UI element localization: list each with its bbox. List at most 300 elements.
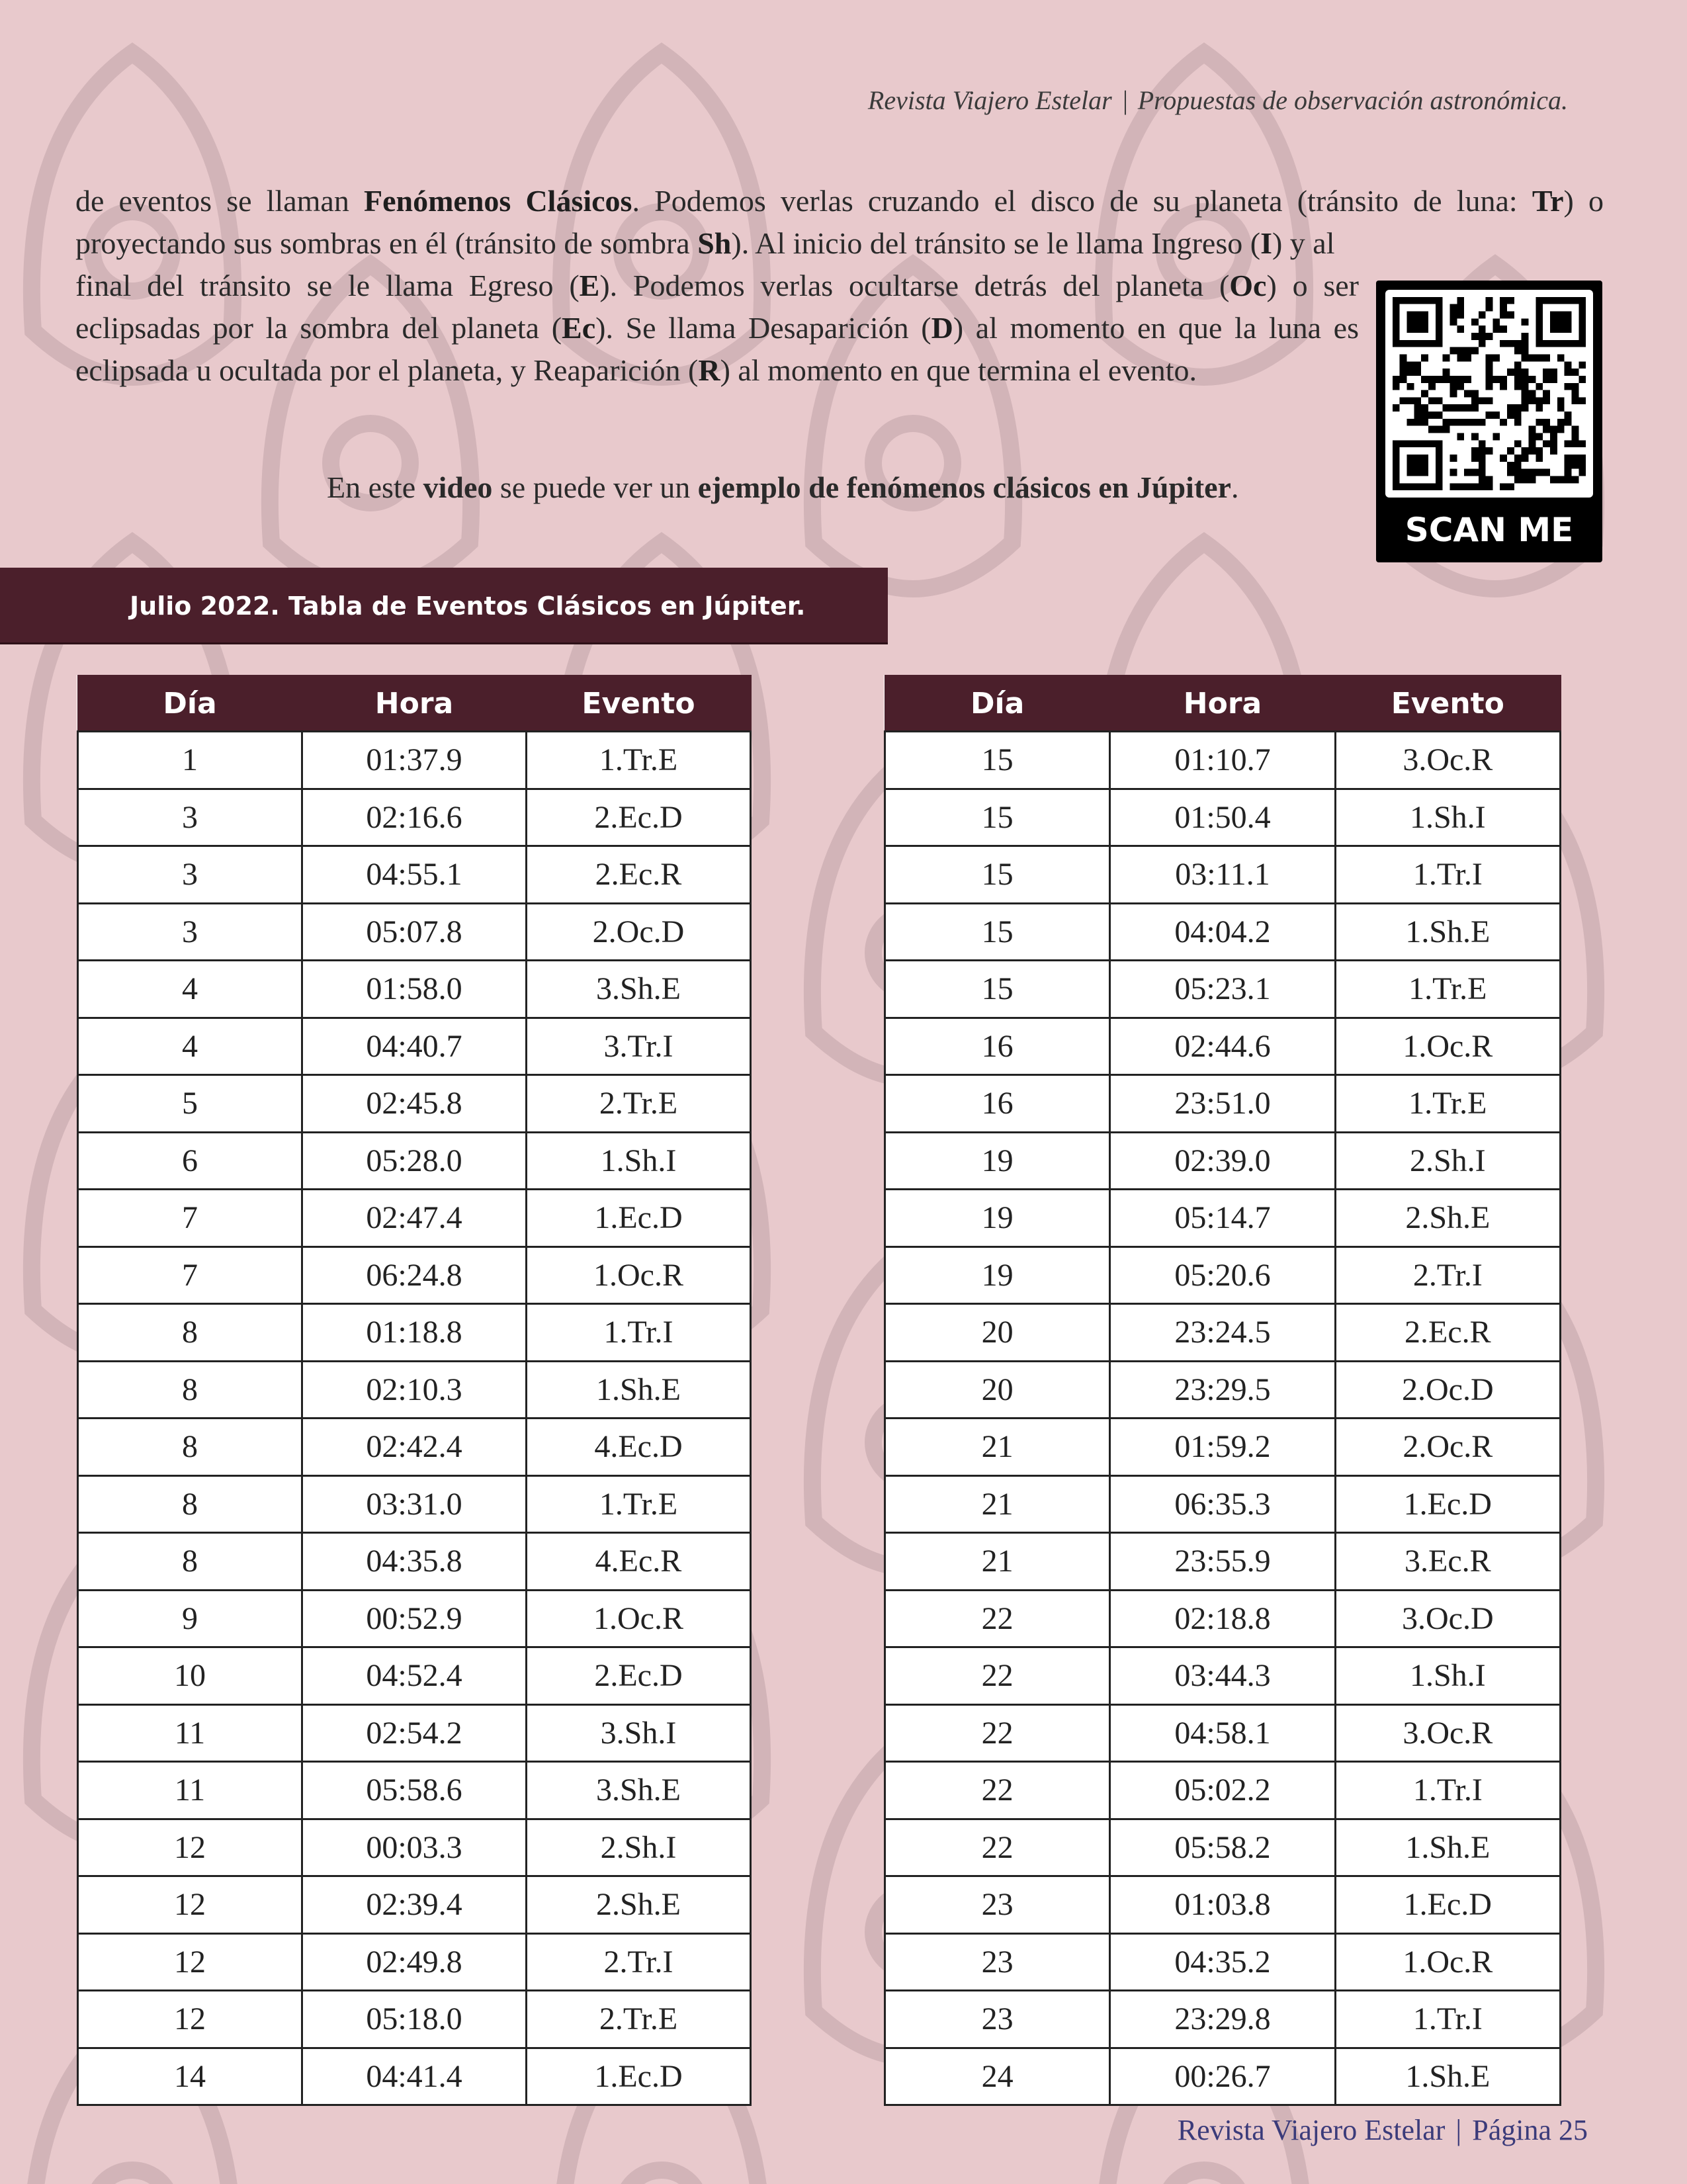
cell-hora: 05:14.7 <box>1110 1190 1335 1247</box>
qr-module <box>1565 361 1572 369</box>
cell-evento: 1.Sh.E <box>527 1361 751 1419</box>
table-row <box>885 1190 1561 1247</box>
qr-module <box>1543 469 1550 476</box>
text-run: final del tránsito se le llama Egreso ( <box>75 269 580 302</box>
cell-dia: 9 <box>78 1590 302 1647</box>
cell-hora: 23:24.5 <box>1110 1304 1335 1362</box>
column-header-dia: Día <box>78 676 302 732</box>
header-separator: | <box>1121 85 1129 115</box>
cell-hora: 01:50.4 <box>1110 789 1335 846</box>
qr-module <box>1436 412 1443 419</box>
qr-module <box>1479 333 1486 340</box>
table-row <box>78 1190 751 1247</box>
qr-module <box>1486 383 1493 390</box>
qr-module <box>1492 433 1500 441</box>
cell-dia: 7 <box>78 1190 302 1247</box>
qr-module <box>1579 440 1586 447</box>
qr-module <box>1579 462 1586 469</box>
qr-module <box>1565 419 1572 426</box>
qr-module <box>1428 383 1436 390</box>
qr-module <box>1565 462 1572 469</box>
cell-hora: 02:47.4 <box>302 1190 527 1247</box>
cell-dia: 19 <box>885 1190 1110 1247</box>
cell-evento: 1.Tr.E <box>527 1475 751 1533</box>
cell-dia: 12 <box>78 1933 302 1991</box>
qr-module <box>1414 361 1421 369</box>
qr-module <box>1449 376 1457 383</box>
cell-dia: 10 <box>78 1647 302 1705</box>
table-row <box>78 846 751 904</box>
cell-evento: 2.Sh.I <box>527 1819 751 1876</box>
cell-dia: 15 <box>885 846 1110 904</box>
events-table-right <box>884 675 1561 2106</box>
qr-module <box>1443 404 1450 412</box>
qr-module <box>1507 412 1514 419</box>
qr-module <box>1536 404 1543 412</box>
qr-module <box>1565 412 1572 419</box>
cell-hora: 04:58.1 <box>1110 1704 1335 1762</box>
cell-dia: 23 <box>885 1876 1110 1934</box>
qr-module <box>1522 333 1529 340</box>
qr-module <box>1486 304 1493 312</box>
cell-hora: 04:35.2 <box>1110 1933 1335 1991</box>
column-header-dia: Día <box>885 676 1110 732</box>
qr-module <box>1557 404 1565 412</box>
qr-module <box>1436 426 1443 433</box>
table-row <box>78 1361 751 1419</box>
qr-module <box>1500 376 1507 383</box>
cell-evento: 1.Oc.R <box>527 1590 751 1647</box>
footer-separator: | <box>1455 2114 1462 2146</box>
qr-module <box>1572 440 1579 447</box>
cell-hora: 00:52.9 <box>302 1590 527 1647</box>
qr-module <box>1414 369 1421 376</box>
qr-module <box>1522 376 1529 383</box>
video-description: ejemplo de fenómenos clásicos en Júpiter <box>697 470 1231 504</box>
qr-module <box>1514 404 1522 412</box>
qr-module <box>1550 447 1557 455</box>
table-row <box>78 1647 751 1705</box>
cell-evento: 3.Oc.R <box>1335 732 1560 789</box>
qr-module <box>1406 311 1428 332</box>
qr-module <box>1565 455 1572 462</box>
qr-module <box>1406 361 1414 369</box>
cell-dia: 8 <box>78 1475 302 1533</box>
cell-dia: 21 <box>885 1419 1110 1476</box>
qr-module <box>1479 340 1486 347</box>
qr-module <box>1436 397 1443 404</box>
cell-dia: 15 <box>885 732 1110 789</box>
table-row <box>885 1361 1561 1419</box>
qr-module <box>1471 333 1479 340</box>
table-row <box>78 961 751 1018</box>
cell-dia: 11 <box>78 1704 302 1762</box>
qr-module <box>1507 483 1514 490</box>
qr-module <box>1492 326 1500 333</box>
table-row <box>885 1533 1561 1591</box>
qr-module <box>1457 304 1464 312</box>
qr-module <box>1572 426 1579 433</box>
cell-dia: 22 <box>885 1647 1110 1705</box>
cell-evento: 2.Oc.D <box>527 903 751 961</box>
cell-hora: 04:55.1 <box>302 846 527 904</box>
text-run: ). Podemos verlas ocultarse detrás del planeta ( <box>599 269 1230 302</box>
footer-page-number: Página 25 <box>1472 2114 1588 2146</box>
cell-hora: 05:07.8 <box>302 903 527 961</box>
qr-module <box>1486 333 1493 340</box>
cell-dia: 11 <box>78 1762 302 1819</box>
qr-module <box>1449 404 1457 412</box>
qr-module <box>1543 390 1550 398</box>
table-row <box>78 1704 751 1762</box>
qr-module <box>1529 469 1536 476</box>
qr-module <box>1449 304 1457 312</box>
qr-module <box>1492 412 1500 419</box>
qr-module <box>1514 376 1522 383</box>
cell-evento: 2.Tr.I <box>1335 1246 1560 1304</box>
abbr-tr: Tr <box>1532 184 1564 218</box>
qr-module <box>1536 383 1543 390</box>
cell-dia: 3 <box>78 846 302 904</box>
qr-module <box>1500 455 1507 462</box>
cell-evento: 2.Oc.D <box>1335 1361 1560 1419</box>
qr-module <box>1579 376 1586 383</box>
qr-module <box>1514 455 1522 462</box>
qr-module <box>1536 433 1543 441</box>
cell-dia: 21 <box>885 1533 1110 1591</box>
cell-hora: 02:39.0 <box>1110 1132 1335 1190</box>
qr-module <box>1492 376 1500 383</box>
qr-module <box>1529 354 1536 361</box>
qr-module <box>1522 397 1529 404</box>
qr-module <box>1486 412 1493 419</box>
qr-module <box>1400 354 1407 361</box>
cell-hora: 01:03.8 <box>1110 1876 1335 1934</box>
qr-module <box>1492 318 1500 326</box>
column-header-hora: Hora <box>1110 676 1335 732</box>
qr-module <box>1414 397 1421 404</box>
text-run: . <box>1231 470 1239 504</box>
qr-module <box>1443 369 1450 376</box>
cell-dia: 7 <box>78 1246 302 1304</box>
cell-hora: 05:02.2 <box>1110 1762 1335 1819</box>
qr-module <box>1514 412 1522 419</box>
qr-code[interactable] <box>1376 281 1602 562</box>
abbr-i: I <box>1260 226 1272 260</box>
qr-module <box>1486 361 1493 369</box>
qr-code-image <box>1385 290 1593 498</box>
cell-hora: 04:52.4 <box>302 1647 527 1705</box>
qr-module <box>1471 433 1479 441</box>
qr-module <box>1536 397 1543 404</box>
cell-evento: 1.Tr.E <box>1335 961 1560 1018</box>
cell-evento: 1.Sh.I <box>527 1132 751 1190</box>
table-row <box>885 903 1561 961</box>
qr-module <box>1536 354 1543 361</box>
qr-module <box>1406 455 1428 476</box>
qr-module <box>1428 426 1436 433</box>
qr-module <box>1507 297 1514 304</box>
video-link[interactable]: video <box>423 470 493 504</box>
qr-module <box>1457 311 1464 318</box>
table-row <box>885 961 1561 1018</box>
cell-hora: 23:55.9 <box>1110 1533 1335 1591</box>
intro-paragraph-1 <box>75 180 1604 265</box>
cell-hora: 02:49.8 <box>302 1933 527 1991</box>
qr-module <box>1522 447 1529 455</box>
header-section: Propuestas de observación astronómica. <box>1137 85 1568 115</box>
qr-module <box>1479 455 1486 462</box>
abbr-ec: Ec <box>562 311 596 345</box>
qr-module <box>1471 397 1479 404</box>
qr-module <box>1421 376 1428 383</box>
cell-hora: 02:18.8 <box>1110 1590 1335 1647</box>
table-row <box>885 1475 1561 1533</box>
table-header-row <box>885 676 1561 732</box>
video-reference <box>327 470 1238 505</box>
qr-module <box>1557 397 1565 404</box>
qr-module <box>1500 340 1507 347</box>
qr-module <box>1449 383 1457 390</box>
qr-module <box>1486 483 1493 490</box>
cell-evento: 1.Oc.R <box>527 1246 751 1304</box>
table-row <box>78 2048 751 2105</box>
table-row <box>885 1018 1561 1075</box>
cell-evento: 2.Sh.E <box>527 1876 751 1934</box>
qr-module <box>1471 404 1479 412</box>
qr-module <box>1572 462 1579 469</box>
qr-module <box>1421 390 1428 398</box>
qr-module <box>1457 483 1464 490</box>
table-title-bar <box>0 568 888 644</box>
qr-module <box>1514 361 1522 369</box>
table-row <box>885 1819 1561 1876</box>
cell-dia: 24 <box>885 2048 1110 2105</box>
cell-dia: 5 <box>78 1075 302 1133</box>
cell-hora: 03:11.1 <box>1110 846 1335 904</box>
qr-module <box>1522 469 1529 476</box>
text-run: ) al momento en que la luna es eclipsada u ocultada por el planeta, y Reaparición ( <box>75 311 1359 387</box>
cell-dia: 8 <box>78 1361 302 1419</box>
table-row <box>885 1762 1561 1819</box>
qr-module <box>1514 476 1522 484</box>
qr-module <box>1443 354 1450 361</box>
cell-evento: 1.Tr.E <box>527 732 751 789</box>
qr-module <box>1414 419 1421 426</box>
qr-module <box>1507 447 1514 455</box>
qr-module <box>1471 483 1479 490</box>
abbr-e: E <box>579 269 600 302</box>
qr-module <box>1550 440 1557 447</box>
qr-module <box>1479 483 1486 490</box>
qr-module <box>1529 426 1536 433</box>
cell-hora: 03:44.3 <box>1110 1647 1335 1705</box>
cell-evento: 1.Ec.D <box>1335 1876 1560 1934</box>
cell-dia: 23 <box>885 1991 1110 2048</box>
cell-dia: 22 <box>885 1704 1110 1762</box>
qr-module <box>1536 469 1543 476</box>
qr-module <box>1400 361 1407 369</box>
cell-evento: 2.Ec.R <box>1335 1304 1560 1362</box>
cell-evento: 3.Oc.R <box>1335 1704 1560 1762</box>
cell-evento: 1.Sh.E <box>1335 1819 1560 1876</box>
qr-module <box>1565 469 1572 476</box>
cell-evento: 2.Ec.D <box>527 1647 751 1705</box>
qr-module <box>1449 469 1457 476</box>
table-row <box>78 1132 751 1190</box>
cell-hora: 02:54.2 <box>302 1704 527 1762</box>
text-run: de eventos se llaman <box>75 184 364 218</box>
cell-hora: 03:31.0 <box>302 1475 527 1533</box>
cell-hora: 04:35.8 <box>302 1533 527 1591</box>
qr-module <box>1457 376 1464 383</box>
cell-dia: 8 <box>78 1419 302 1476</box>
qr-module <box>1522 354 1529 361</box>
cell-evento: 1.Tr.I <box>527 1304 751 1362</box>
cell-dia: 16 <box>885 1075 1110 1133</box>
cell-evento: 2.Ec.D <box>527 789 751 846</box>
qr-module <box>1500 311 1507 318</box>
qr-module <box>1471 318 1479 326</box>
qr-module <box>1522 476 1529 484</box>
cell-hora: 01:37.9 <box>302 732 527 789</box>
qr-module <box>1543 397 1550 404</box>
qr-module <box>1414 404 1421 412</box>
qr-module <box>1464 347 1471 355</box>
cell-evento: 1.Sh.E <box>1335 2048 1560 2105</box>
abbr-sh: Sh <box>697 226 732 260</box>
qr-module <box>1393 383 1400 390</box>
qr-module <box>1522 318 1529 326</box>
qr-module <box>1393 404 1400 412</box>
table-row <box>885 732 1561 789</box>
cell-evento: 1.Ec.D <box>527 1190 751 1247</box>
qr-module <box>1464 469 1471 476</box>
qr-module <box>1557 354 1565 361</box>
qr-module <box>1507 369 1514 376</box>
qr-module <box>1449 483 1457 490</box>
qr-module <box>1479 462 1486 469</box>
qr-module <box>1543 376 1550 383</box>
qr-module <box>1471 469 1479 476</box>
cell-evento: 1.Tr.I <box>1335 1991 1560 2048</box>
text-run: . Podemos verlas cruzando el disco de su planeta (tránsito de luna: <box>632 184 1532 218</box>
cell-evento: 1.Tr.I <box>1335 846 1560 904</box>
qr-module <box>1500 297 1507 304</box>
cell-dia: 20 <box>885 1304 1110 1362</box>
qr-module <box>1536 419 1543 426</box>
cell-hora: 04:40.7 <box>302 1018 527 1075</box>
header-magazine: Revista Viajero Estelar <box>867 85 1112 115</box>
running-header <box>868 85 1568 116</box>
qr-module <box>1449 311 1457 318</box>
text-run: se puede ver un <box>492 470 698 504</box>
qr-module <box>1557 419 1565 426</box>
table-row <box>78 789 751 846</box>
column-header-evento: Evento <box>1335 676 1560 732</box>
qr-module <box>1457 354 1464 361</box>
cell-dia: 22 <box>885 1590 1110 1647</box>
cell-evento: 2.Oc.R <box>1335 1419 1560 1476</box>
qr-module <box>1421 412 1428 419</box>
cell-hora: 23:29.8 <box>1110 1991 1335 2048</box>
cell-dia: 12 <box>78 1819 302 1876</box>
cell-dia: 6 <box>78 1132 302 1190</box>
qr-module <box>1529 390 1536 398</box>
table-row <box>78 1991 751 2048</box>
text-run: ) y al <box>1272 226 1335 260</box>
qr-module <box>1457 404 1464 412</box>
cell-evento: 3.Sh.E <box>527 1762 751 1819</box>
qr-module <box>1507 311 1514 318</box>
qr-module <box>1406 383 1414 390</box>
qr-module <box>1500 326 1507 333</box>
table-row <box>885 2048 1561 2105</box>
qr-pattern <box>1385 290 1593 498</box>
qr-module <box>1514 347 1522 355</box>
qr-module <box>1572 397 1579 404</box>
qr-module <box>1421 404 1428 412</box>
abbr-d: D <box>931 311 953 345</box>
table-row <box>885 1590 1561 1647</box>
qr-module <box>1443 376 1450 383</box>
cell-hora: 01:58.0 <box>302 961 527 1018</box>
qr-module <box>1514 383 1522 390</box>
qr-module <box>1406 369 1414 376</box>
abbr-r: R <box>698 353 720 387</box>
cell-evento: 1.Oc.R <box>1335 1933 1560 1991</box>
table-row <box>78 1419 751 1476</box>
qr-module <box>1449 419 1457 426</box>
cell-dia: 16 <box>885 1018 1110 1075</box>
table-row <box>885 1304 1561 1362</box>
qr-module <box>1393 376 1400 383</box>
qr-module <box>1406 419 1414 426</box>
qr-module <box>1486 297 1493 304</box>
qr-module <box>1529 397 1536 404</box>
table-row <box>78 1876 751 1934</box>
table-row <box>885 1132 1561 1190</box>
cell-hora: 01:10.7 <box>1110 732 1335 789</box>
cell-hora: 01:18.8 <box>302 1304 527 1362</box>
qr-module <box>1457 326 1464 333</box>
qr-module <box>1514 462 1522 469</box>
table-row <box>78 903 751 961</box>
qr-module <box>1464 483 1471 490</box>
qr-module <box>1500 419 1507 426</box>
qr-module <box>1529 376 1536 383</box>
qr-module <box>1457 433 1464 441</box>
qr-module <box>1428 397 1436 404</box>
cell-hora: 05:23.1 <box>1110 961 1335 1018</box>
qr-module <box>1572 369 1579 376</box>
qr-module <box>1471 390 1479 398</box>
qr-module <box>1579 361 1586 369</box>
cell-evento: 3.Ec.R <box>1335 1533 1560 1591</box>
qr-module <box>1550 376 1557 383</box>
cell-hora: 02:44.6 <box>1110 1018 1335 1075</box>
cell-evento: 3.Sh.E <box>527 961 751 1018</box>
qr-module <box>1500 483 1507 490</box>
qr-module <box>1428 376 1436 383</box>
cell-dia: 8 <box>78 1304 302 1362</box>
qr-module <box>1486 369 1493 376</box>
cell-hora: 05:20.6 <box>1110 1246 1335 1304</box>
cell-hora: 23:51.0 <box>1110 1075 1335 1133</box>
cell-evento: 1.Sh.I <box>1335 789 1560 846</box>
cell-hora: 00:03.3 <box>302 1819 527 1876</box>
qr-module <box>1500 304 1507 312</box>
